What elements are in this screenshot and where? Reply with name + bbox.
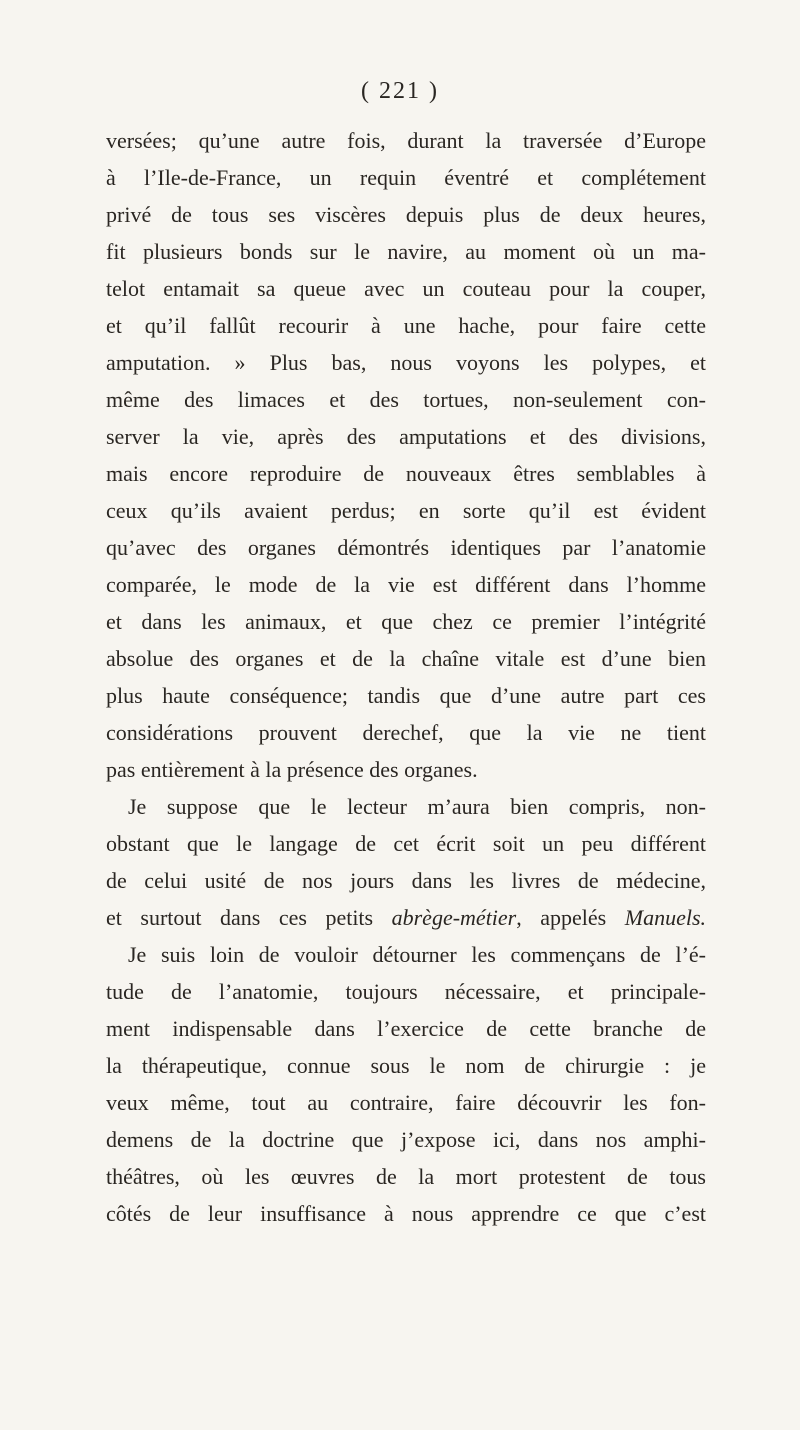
text-line: mais encore reproduire de nouveaux êtres semblables à xyxy=(106,461,706,486)
page-number: ( 221 ) xyxy=(361,78,439,104)
text-line-with-italics xyxy=(106,899,706,936)
paragraph-start-line: Je suis loin de vouloir détourner les commençans de l’é- xyxy=(128,942,706,967)
text-line: versées; qu’une autre fois, durant la traversée d’Europe xyxy=(106,128,706,153)
text-line: même des limaces et des tortues, non-seulement con- xyxy=(106,387,706,412)
text-line: tude de l’anatomie, toujours nécessaire, et principale- xyxy=(106,979,706,1004)
italic-term: Manuels. xyxy=(624,905,707,930)
text-line: à l’Ile-de-France, un requin éventré et complétement xyxy=(106,165,706,190)
text-line: ment indispensable dans l’exercice de cette branche de xyxy=(106,1016,706,1041)
text-line: plus haute conséquence; tandis que d’une autre part ces xyxy=(106,683,706,708)
text-line: telot entamait sa queue avec un couteau pour la couper, xyxy=(106,276,706,301)
text-line: de celui usité de nos jours dans les livres de médecine, xyxy=(106,868,706,893)
paragraph-start-line: Je suppose que le lecteur m’aura bien compris, non- xyxy=(128,794,706,819)
text-line: veux même, tout au contraire, faire découvrir les fon- xyxy=(106,1090,706,1115)
text-line: comparée, le mode de la vie est différent dans l’homme xyxy=(106,572,706,597)
text-line: et qu’il fallût recourir à une hache, pour faire cette xyxy=(106,313,706,338)
text-line: privé de tous ses viscères depuis plus de deux heures, xyxy=(106,202,706,227)
text-line: côtés de leur insuffisance à nous apprendre ce que c’est xyxy=(106,1201,706,1226)
text-line: absolue des organes et de la chaîne vitale est d’une bien xyxy=(106,646,706,671)
text-line: considérations prouvent derechef, que la vie ne tient xyxy=(106,720,706,745)
body-text xyxy=(106,122,706,1232)
paragraph-end-line: pas entièrement à la présence des organes. xyxy=(106,757,478,782)
text-segment: , appelés xyxy=(516,905,625,930)
text-segment: et surtout dans ces petits xyxy=(106,905,392,930)
text-line: server la vie, après des amputations et des divisions, xyxy=(106,424,706,449)
text-line: théâtres, où les œuvres de la mort protestent de tous xyxy=(106,1164,706,1189)
text-line: et dans les animaux, et que chez ce premier l’intégrité xyxy=(106,609,706,634)
text-line: ceux qu’ils avaient perdus; en sorte qu’il est évident xyxy=(106,498,706,523)
text-line: la thérapeutique, connue sous le nom de chirurgie : je xyxy=(106,1053,706,1078)
italic-term: abrège-métier xyxy=(391,905,517,930)
text-line: fit plusieurs bonds sur le navire, au moment où un ma- xyxy=(106,239,706,264)
text-line: obstant que le langage de cet écrit soit un peu différent xyxy=(106,831,706,856)
text-line: qu’avec des organes démontrés identiques par l’anatomie xyxy=(106,535,706,560)
text-line: demens de la doctrine que j’expose ici, dans nos amphi- xyxy=(106,1127,706,1152)
text-line: amputation. » Plus bas, nous voyons les polypes, et xyxy=(106,350,706,375)
